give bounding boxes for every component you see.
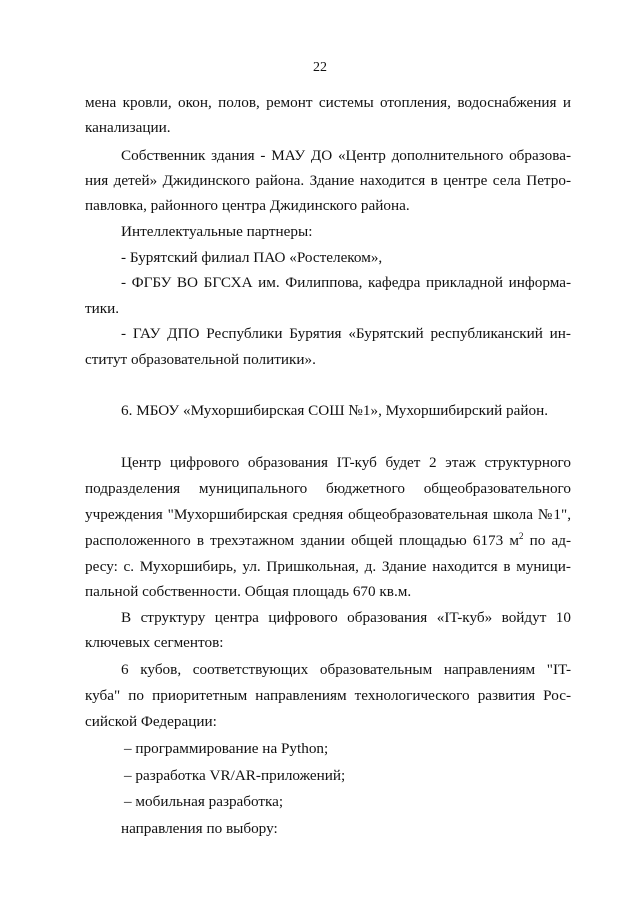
text-line: пальной собственности. Общая площадь 670 кв.м.: [85, 583, 412, 600]
text-line: [85, 531, 571, 551]
text-line: ния детей» Джидинского района. Здание находится в центре села Петро-: [85, 172, 571, 189]
text-line: учреждения "Мухоршибирская средняя общеобразовательная школа №1",: [85, 506, 571, 523]
text-line: ресу: с. Мухоршибирь, ул. Пришкольная, д. Здание находится в муници-: [85, 558, 571, 575]
text-line: сийской Федерации:: [85, 713, 217, 730]
text-line: ститут образовательной политики».: [85, 351, 316, 368]
text-fragment: расположенного в трехэтажном здании общей площадью 6173 м: [85, 532, 519, 549]
text-line: - ГАУ ДПО Республики Бурятия «Бурятский республиканский ин-: [121, 325, 571, 342]
text-fragment: по ад-: [523, 532, 571, 549]
section-heading: 6. МБОУ «Мухоршибирская СОШ №1», Мухоршибирский район.: [121, 402, 549, 419]
text-line: В структуру центра цифрового образования «IT-куб» войдут 10: [121, 609, 571, 626]
list-item: – программирование на Python;: [124, 740, 329, 757]
text-line: Интеллектуальные партнеры:: [121, 223, 313, 240]
text-line: - Бурятский филиал ПАО «Ростелеком»,: [121, 249, 383, 266]
text-line: Центр цифрового образования IT-куб будет 2 этаж структурного: [121, 454, 571, 471]
superscript: 2: [518, 531, 524, 541]
text-line: мена кровли, окон, полов, ремонт системы отопления, водоснабжения и: [85, 94, 571, 111]
page-number: 22: [313, 60, 327, 75]
text-line: 6 кубов, соответствующих образовательным направлениям "IT-: [121, 661, 571, 678]
text-line: куба" по приоритетным направлениям технологического развития Рос-: [85, 687, 571, 704]
list-item: – мобильная разработка;: [124, 793, 284, 810]
text-line: направления по выбору:: [121, 820, 278, 837]
text-line: тики.: [85, 300, 120, 317]
list-item: – разработка VR/AR-приложений;: [124, 767, 346, 784]
text-line: канализации.: [85, 119, 171, 136]
text-line: ключевых сегментов:: [85, 634, 224, 651]
text-line: павловка, районного центра Джидинского района.: [85, 197, 410, 214]
text-line: подразделения муниципального бюджетного общеобразовательного: [85, 480, 571, 497]
text-line: - ФГБУ ВО БГСХА им. Филиппова, кафедра прикладной информа-: [121, 274, 571, 291]
text-line: Собственник здания - МАУ ДО «Центр дополнительного образова-: [121, 147, 571, 164]
